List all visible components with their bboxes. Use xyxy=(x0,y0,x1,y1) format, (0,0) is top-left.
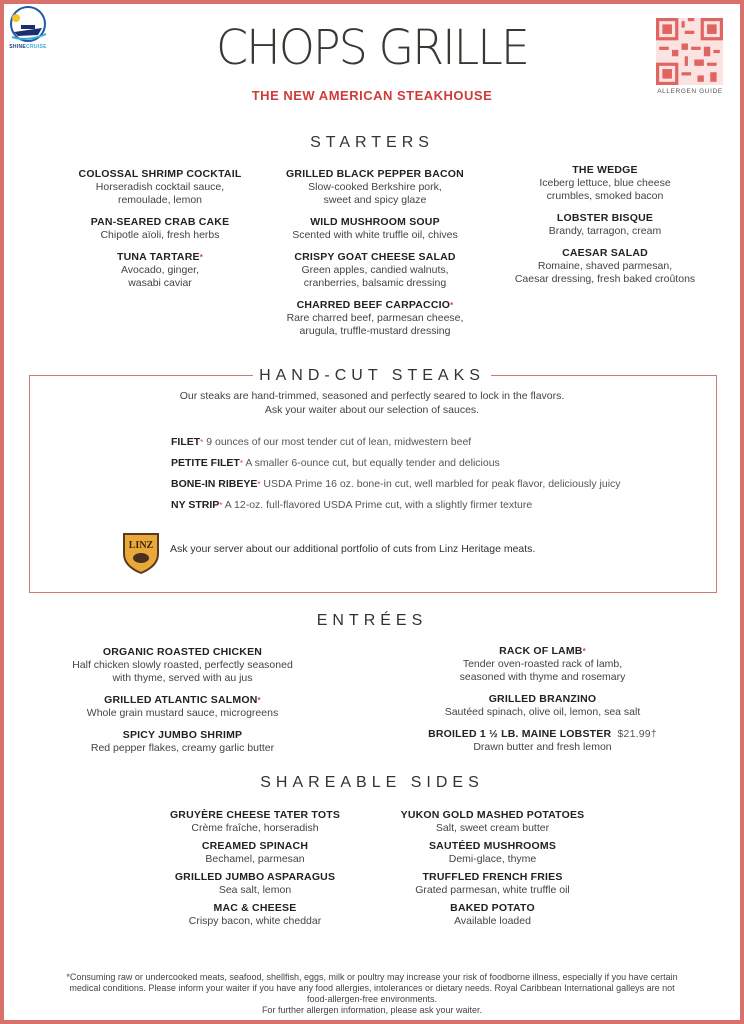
raw-warning-asterisk: * xyxy=(257,696,261,705)
steaks-list xyxy=(171,436,621,520)
menu-item: CHARRED BEEF CARPACCIO* Rare charred beef, parmesan cheese, arugula, truffle-mustard dressing xyxy=(286,299,464,337)
lobster-price: $21.99† xyxy=(617,728,657,740)
menu-item: GRILLED BLACK PEPPER BACON Slow-cooked Berkshire pork, sweet and spicy glaze xyxy=(286,168,464,206)
steak-item: BONE-IN RIBEYE* USDA Prime 16 oz. bone-in cut, well marbled for peak flavor, deliciously juicy xyxy=(171,478,621,490)
menu-item: GRILLED ATLANTIC SALMON* Whole grain mustard sauce, microgreens xyxy=(86,694,279,719)
menu-item: GRILLED BRANZINO Sautéed spinach, olive oil, lemon, sea salt xyxy=(444,693,641,718)
menu-item: YUKON GOLD MASHED POTATOES Salt, sweet cream butter xyxy=(400,809,585,834)
menu-item: SPICY JUMBO SHRIMP Red pepper flakes, creamy garlic butter xyxy=(90,729,275,754)
menu-item: TRUFFLED FRENCH FRIES Grated parmesan, white truffle oil xyxy=(415,871,570,896)
linz-note: Ask your server about our additional portfolio of cuts from Linz Heritage meats. xyxy=(170,543,536,555)
starters-column-2 xyxy=(255,168,495,347)
menu-item: CRISPY GOAT CHEESE SALAD Green apples, candied walnuts, cranberries, balsamic dressing xyxy=(294,251,456,289)
starters-column-1 xyxy=(40,168,280,299)
menu-item: CAESAR SALAD Romaine, shaved parmesan, Caesar dressing, fresh baked croûtons xyxy=(514,247,696,285)
entrees-column-2 xyxy=(420,645,665,763)
restaurant-title: CHOPS GRILLE xyxy=(216,18,528,76)
menu-item: RACK OF LAMB* Tender oven-roasted rack of lamb, seasoned with thyme and rosemary xyxy=(459,645,626,683)
raw-warning-asterisk: * xyxy=(199,253,204,262)
steak-item: PETITE FILET* A smaller 6-ounce cut, but equally tender and delicious xyxy=(171,457,500,469)
svg-text:LINZ: LINZ xyxy=(128,540,154,551)
menu-item: LOBSTER BISQUE Brandy, tarragon, cream xyxy=(548,212,662,237)
menu-item: COLOSSAL SHRIMP COCKTAIL Horseradish cocktail sauce, remoulade, lemon xyxy=(78,168,242,206)
starters-column-3 xyxy=(490,164,720,295)
menu-item: PAN-SEARED CRAB CAKE Chipotle aïoli, fresh herbs xyxy=(90,216,230,241)
brand-name: SHINECRUISE xyxy=(9,44,47,50)
allergen-qr-code-icon[interactable] xyxy=(656,18,723,85)
steak-item: FILET* 9 ounces of our most tender cut of lean, midwestern beef xyxy=(171,436,472,448)
raw-warning-asterisk: * xyxy=(450,301,454,310)
linz-heritage-badge-icon xyxy=(121,528,161,574)
menu-item: GRUYÈRE CHEESE TATER TOTS Crème fraîche, horseradish xyxy=(169,809,341,834)
menu-item: MAC & CHEESE Crispy bacon, white cheddar xyxy=(188,902,322,927)
entrees-column-1 xyxy=(50,646,315,764)
steak-item: NY STRIP* A 12-oz. full-flavored USDA Prime cut, with a slightly firmer texture xyxy=(171,499,533,511)
steaks-title: HAND-CUT STEAKS xyxy=(0,367,744,385)
raw-warning-asterisk: * xyxy=(582,647,586,656)
menu-item: BAKED POTATO Available loaded xyxy=(450,902,535,927)
menu-item: WILD MUSHROOM SOUP Scented with white truffle oil, chives xyxy=(292,216,458,241)
entrees-title: ENTRÉES xyxy=(316,612,428,629)
sides-column-1 xyxy=(150,809,360,933)
menu-item: BROILED 1 ½ LB. MAINE LOBSTER $21.99† Drawn butter and fresh lemon xyxy=(428,728,657,753)
sides-column-2 xyxy=(380,809,605,933)
restaurant-subtitle: THE NEW AMERICAN STEAKHOUSE xyxy=(251,88,493,103)
starters-title: STARTERS xyxy=(310,134,434,151)
menu-item: THE WEDGE Iceberg lettuce, blue cheese crumbles, smoked bacon xyxy=(539,164,671,202)
menu-item: ORGANIC ROASTED CHICKEN Half chicken slowly roasted, perfectly seasoned with thyme, served with au jus xyxy=(72,646,293,684)
qr-label: ALLERGEN GUIDE xyxy=(657,88,723,95)
menu-item: TUNA TARTARE* Avocado, ginger, wasabi caviar xyxy=(116,251,204,289)
allergy-disclaimer: *Consuming raw or undercooked meats, seafood, shellfish, eggs, milk or poultry may increase your risk of foodborne illness, especially if you have certain medical conditions. Please inform your waiter if you have any food allergies, intolerances or dietary needs. Royal Caribbean International galleys are not food-allergen-free environments. For further allergen information, please ask your waiter. xyxy=(66,972,678,1015)
menu-item: GRILLED JUMBO ASPARAGUS Sea salt, lemon xyxy=(174,871,336,896)
menu-item: CREAMED SPINACH Bechamel, parmesan xyxy=(201,840,309,865)
steaks-intro: Our steaks are hand-trimmed, seasoned and perfectly seared to lock in the flavors. Ask your waiter about our selection of sauces. xyxy=(179,390,565,416)
sides-title: SHAREABLE SIDES xyxy=(260,774,484,791)
menu-item: SAUTÉED MUSHROOMS Demi-glace, thyme xyxy=(428,840,557,865)
